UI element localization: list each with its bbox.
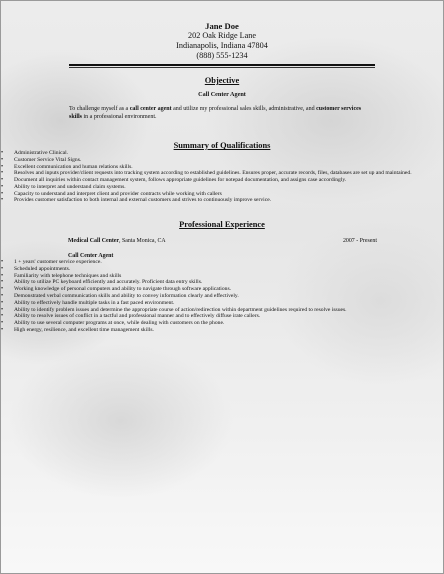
list-item: • Working knowledge of personal computers and ability to navigate through software applications.: [1, 286, 443, 293]
list-item: • High energy, resilience, and excellent time management skills.: [1, 327, 443, 334]
employer: Medical Call Center, Santa Monica, CA: [68, 238, 166, 245]
street-address: 202 Oak Ridge Lane: [188, 31, 256, 40]
qualifications-heading: Summary of Qualifications: [173, 141, 271, 150]
city-state-zip: Indianapolis, Indiana 47804: [176, 41, 268, 50]
objective-heading: Objective: [204, 76, 240, 85]
list-item: • Capacity to understand and interpret client and provider contracts while working with callers: [1, 191, 443, 198]
job-title: Call Center Agent: [68, 253, 114, 260]
phone-number: (888) 555-1234: [196, 51, 248, 60]
experience-heading: Professional Experience: [179, 220, 265, 230]
list-item: • Ability to interpret and understand claim systems.: [1, 184, 443, 191]
list-item: • Familiarity with telephone techniques and skills: [1, 273, 443, 280]
list-item: • Demonstrated verbal communication skills and ability to convey information clearly and effectively.: [1, 293, 443, 300]
job-dates: 2007 - Present: [342, 238, 377, 245]
list-item: • Provides customer satisfaction to both internal and external customers and strives to continuously improve service.: [1, 197, 443, 204]
qualifications-list: [1, 150, 443, 204]
list-item: • Resolves and inputs provider/client requests into tracking system according to established guidelines. Ensures proper, accurate records, files, databases are set up and maintained.: [1, 170, 443, 177]
list-item: • Ability to use several computer programs at once, while dealing with customers on the phone.: [1, 320, 443, 327]
list-item: • Ability to identify problem issues and determine the appropriate course of action/redirection within department guidelines required to resolve issues.: [1, 307, 443, 314]
list-item: • Excellent communication and human relations skills.: [1, 164, 443, 171]
list-item: • Customer Service Vital Signs.: [1, 157, 443, 164]
objective-role: Call Center Agent: [198, 91, 246, 98]
job-header: [68, 238, 377, 244]
list-item: • Ability to resolve issues of conflict in a tactful and professional manner and to effectively diffuse irate callers.: [1, 313, 443, 320]
list-item: • Ability to effectively handle multiple tasks in a fast paced environment.: [1, 300, 443, 307]
list-item: • Administrative Clinical.: [1, 150, 443, 157]
applicant-name: Jane Doe: [205, 21, 239, 31]
header-divider: [69, 64, 375, 68]
experience-list: [1, 259, 443, 333]
resume-header: [1, 1, 443, 61]
list-item: • Ability to utilize PC keyboard efficiently and accurately. Proficient data entry skills.: [1, 279, 443, 286]
list-item: • Scheduled appointments.: [1, 266, 443, 273]
list-item: • 1 + years' customer service experience.: [1, 259, 443, 266]
list-item: • Document all inquiries within contact management system, follows appropriate guidelines for notepad documentation, and assigns case accordingly.: [1, 177, 443, 184]
objective-text: To challenge myself as a call center agent and utilize my professional sales skills, administrative, and customer services skills in a professional environment.: [69, 106, 362, 120]
